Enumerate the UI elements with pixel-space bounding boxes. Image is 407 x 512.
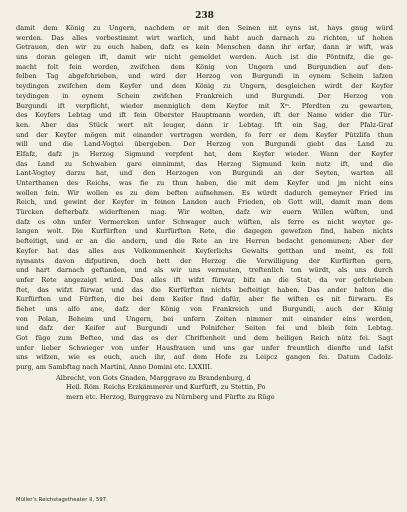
signature-line: mern etc. Herzog, Burggrave zu Nürnberg und Fürfte zu Rüge bbox=[66, 393, 275, 402]
text-line: dafz es ohn unfer Vermercken unfer Schwager auch wüften, als ferre es nicht weyter ge- bbox=[16, 217, 393, 226]
text-line: Unterthanen des Reichs, was fie zu thun haben, die mit dem Keyfer und jm nicht eins bbox=[16, 179, 393, 187]
text-line: werden. Das alles vorbestimmt wirt warlich, und habt auch darnach zu richten, uf hohen bbox=[16, 33, 393, 42]
text-line: purg, am Sambftag nach Martini, Anno Domini etc. LXXIII. bbox=[16, 363, 213, 372]
text-line: Keyfer hat das alles aus Volkommenheit Keyferlichs Gewalts getthan und meint, es foll bbox=[16, 246, 393, 255]
text-line: fiehet uns alfo ane, dafz der König von Frankreich und Burgundi, auch der König bbox=[16, 304, 393, 313]
text-line: macht folt fein worden, zwifchen dem König von Ungern und Burgundien auf den- bbox=[16, 62, 393, 71]
text-line: Lant-Vogtey darzu hat, und den Herzogen von Burgundi an der Seyten, warten all bbox=[16, 169, 393, 178]
text-line: Reich, und gewint der Keyfer in feinen Landen auch Frieden, ob Gott will, damit man dem bbox=[16, 198, 393, 207]
text-line: unfer Rete angezaigt würd. Das alles ift wifzt fürwar, bifz an die Stat, da vor gefchrieben bbox=[16, 275, 393, 284]
signature-line: Heil. Röm. Reichs Erzkämmerer und Kurfürft, zu Stettin, Po bbox=[66, 383, 266, 392]
text-line: felben Tag abgefchrieben, und wird der Herzog von Burgundi in eynem Schein lafzen bbox=[16, 72, 393, 81]
text-line: will und die Land-Vogtei übergeben. Der Herzog von Burgundi giebt das Land zu bbox=[16, 140, 393, 149]
text-line: von Polan, Beheim und Ungern, bei unfern Zeiten nimmer mit einander eins werden, bbox=[16, 314, 393, 323]
signature-block bbox=[16, 374, 393, 403]
text-line: das Land zu Schwaben gare einnimmt, das Herzog Sigmund kein nutz ift, und die bbox=[16, 159, 393, 168]
text-line: Elfafz, dafz jn Herzog Sigmund verpfent hat, dem Keyfer wieder. Wann der Keyfer bbox=[16, 149, 393, 158]
text-line: und hart darnach geftanden, und als wir uns vermuten, treftenlich ton würdt, als uns durch bbox=[16, 266, 393, 275]
text-line: teydingen in eynem Schein zwifchen Frankreich und Burgundi. Der Herzog von bbox=[16, 91, 393, 100]
text-line: Türcken defterbafz widerftenen mag. Wir wolten, dafz wir euern Willen wüften, und bbox=[16, 208, 393, 217]
text-line: befteitigt, und er an die andern, und die Rete an ire Herren bedacht genomunen; Aber der bbox=[16, 237, 393, 246]
text-line: und der Keyfer mögen mit einander vertragen werden, fo ferr er dem Keyfer Pützlifa thun bbox=[16, 130, 393, 139]
letter-body bbox=[16, 24, 393, 373]
text-line: nymants davon difputiren, doch hett der Herzog die Verwilligung der Kurfürften gern, bbox=[16, 256, 393, 265]
text-line: teydingen zwifchen dem Keyfer und dem König zu Ungern, desgleichen wirdt der Keyfer bbox=[16, 82, 393, 91]
text-line: uns doran gelegen ift, damit wir nicht gemeldet werden. Auch ist die Pöntnifz, die ge- bbox=[16, 53, 393, 62]
text-line: Kurfürften und Fürften, die bei dem Keifer find dafür, aber fie wiften es nit fürwarn. Es bbox=[16, 295, 393, 304]
signature-line: Albrecht, von Gots Gnaden, Marggrave zu Brandenburg, d bbox=[56, 373, 251, 382]
text-line: damit dem König zu Ungern, nachdem er mit den Seinen nit eyns ist, hays gnug würd bbox=[16, 24, 393, 32]
text-line: des Keyfers Lebtag und ift fein Oberster Hauptmann worden, ift der Name wider die Tür- bbox=[16, 111, 393, 120]
text-line: ken. Aber das Stück wert nit leuger, dann ir Lebtag. Ift ein Sag, der Pfalz-Graf bbox=[16, 120, 393, 129]
text-line: Burgundi ift verpflicht, wieder menniglich dem Keyfer mit Xᵐ. Pferdten zu gewarten, bbox=[16, 101, 393, 110]
text-line: uns wifzen, wie es euch, auch ihr, auf dem Hofe zu Leipcz gangen fei. Datum Cadolz- bbox=[16, 353, 393, 362]
page-number: 238 bbox=[195, 11, 214, 21]
text-line: unfer lieber Schwieger von unfer Hausfrauen und uns gar unfer freuntlich dienfte und lafst bbox=[16, 343, 393, 352]
text-line: und dafz der Keifer auf Burgundi und Polnifcher Seiten fei und bleib fein Lebtag. bbox=[16, 324, 393, 333]
text-line: langen wolt. Die Kurfürften und Kurfürften Rete, die dagegen gewefzen find, haben nichts bbox=[16, 227, 393, 236]
source-footnote: Müller's Reichstagstheater II, 597. bbox=[16, 497, 108, 503]
text-line: Got füge zum Befteo, und das es der Chriftenheit und dem heiligen Reich nütz fei. Sagt bbox=[16, 334, 393, 342]
text-line: Getrauen, den wir zu euch haben, dafz es kein Menschen dann ihr erfar, dann ir wift, was bbox=[16, 43, 393, 52]
text-line: ftet, das wifzt fürwar, und das die Kurfürften nichts befteitigt haben. Das ander halten die bbox=[16, 285, 393, 294]
text-line: wollen fein. Wir wollen es zu dem beften aufnehmen. Es würdt dadurch gemeyner Fried im bbox=[16, 188, 393, 197]
